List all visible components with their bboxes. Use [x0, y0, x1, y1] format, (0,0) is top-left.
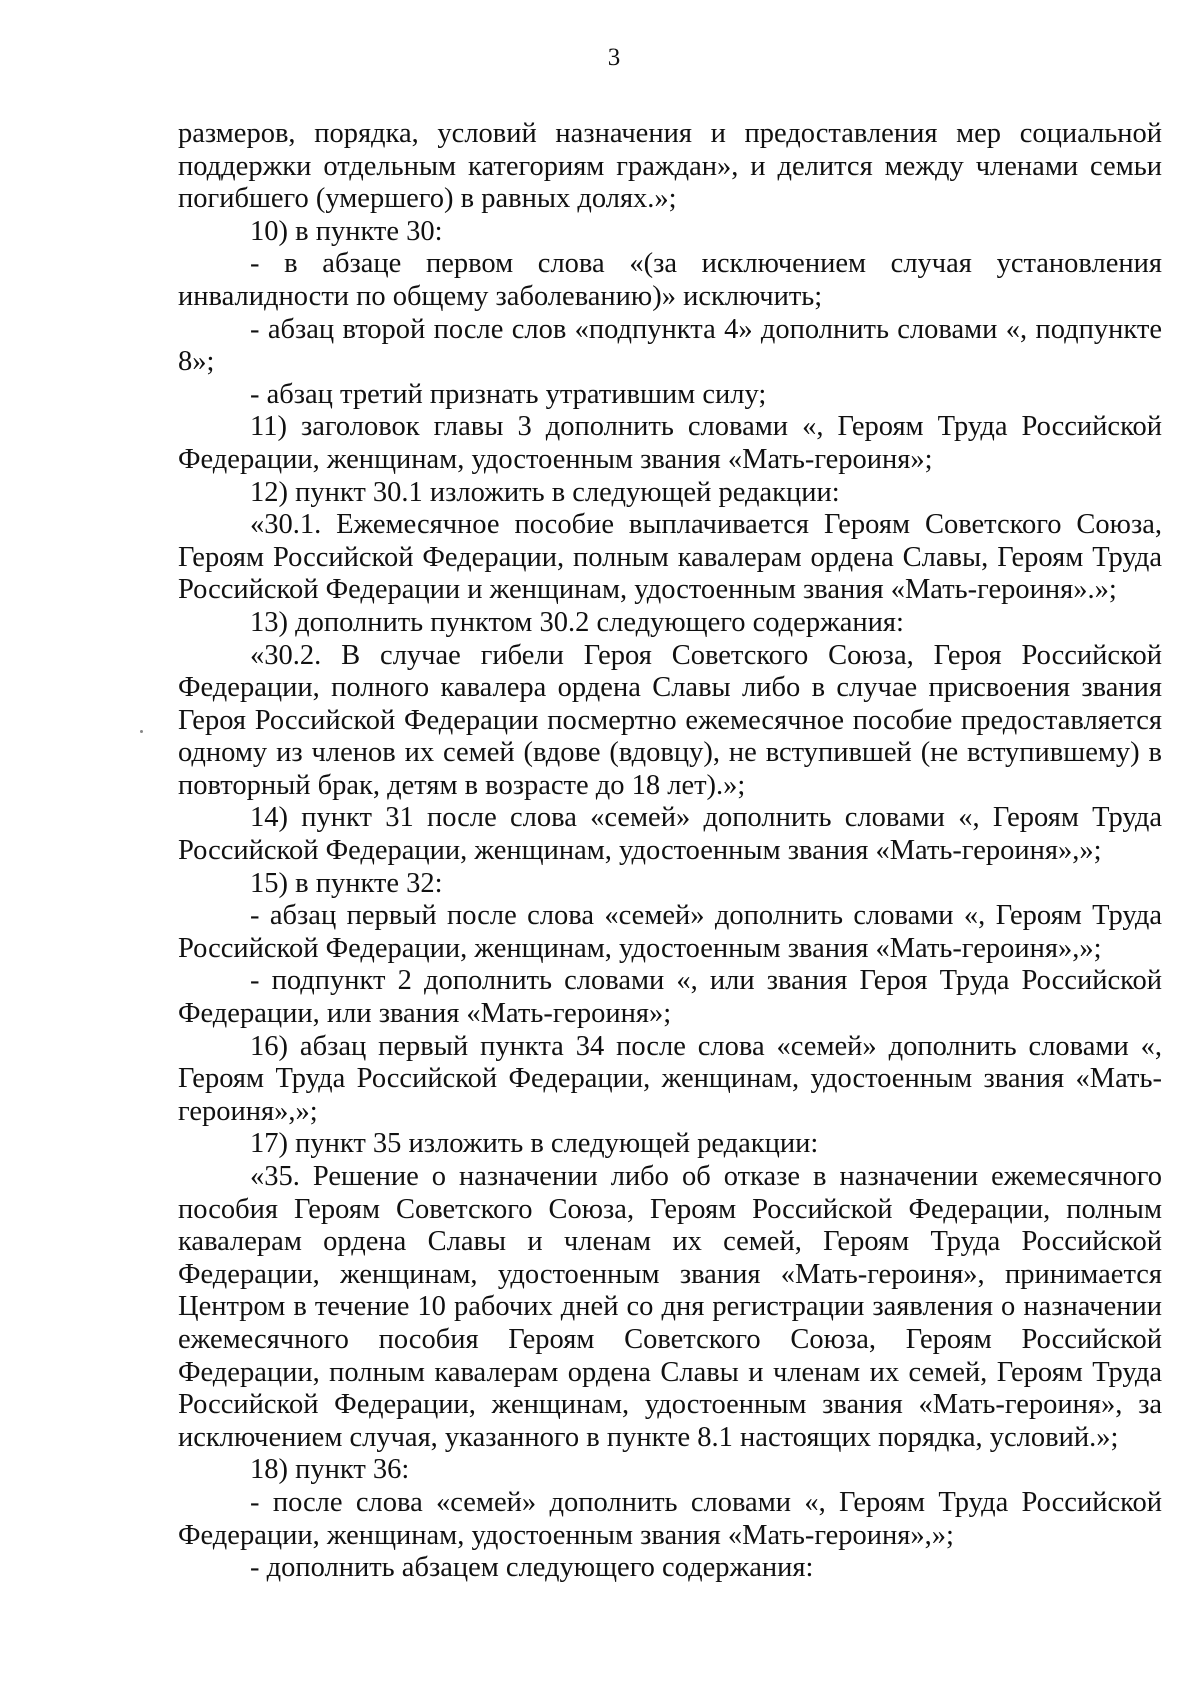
paragraph: - в абзаце первом слова «(за исключением случая установления инвалидности по общему заболеванию)» исключить;: [178, 248, 1162, 312]
paragraph: 10) в пункте 30:: [250, 215, 443, 247]
paragraph: - дополнить абзацем следующего содержания:: [250, 1552, 814, 1584]
paragraph: 15) в пункте 32:: [250, 867, 443, 899]
paragraph: 16) абзац первый пункта 34 после слова «семей» дополнить словами «, Героям Труда Российской Федерации, женщинам, удостоенным звания «Мать-героиня»,»;: [178, 1030, 1162, 1127]
paragraph: - абзац второй после слов «подпункта 4» дополнить словами «, подпункте 8»;: [178, 313, 1162, 378]
paragraph: 17) пункт 35 изложить в следующей редакции:: [250, 1128, 819, 1160]
paragraph: - абзац первый после слова «семей» дополнить словами «, Героям Труда Российской Федерации, женщинам, удостоенным звания «Мать-героиня»,»;: [178, 900, 1162, 964]
paragraph: «30.1. Ежемесячное пособие выплачивается Героям Советского Союза, Героям Российской Федерации, полным кавалерам ордена Славы, Героям Труда Российской Федерации и женщинам, удостоенным звания «Мать-героиня».»;: [178, 509, 1162, 606]
document-body: [178, 118, 1162, 1585]
paragraph: 11) заголовок главы 3 дополнить словами «, Героям Труда Российской Федерации, женщинам, удостоенным звания «Мать-героиня»;: [178, 411, 1162, 475]
paragraph: - после слова «семей» дополнить словами «, Героям Труда Российской Федерации, женщинам, удостоенным звания «Мать-героиня»,»;: [178, 1486, 1162, 1551]
paragraph: 12) пункт 30.1 изложить в следующей редакции:: [250, 476, 840, 508]
paragraph: - подпункт 2 дополнить словами «, или звания Героя Труда Российской Федерации, или звания «Мать-героиня»;: [178, 965, 1162, 1030]
paragraph: «35. Решение о назначении либо об отказе в назначении ежемесячного пособия Героям Советского Союза, Героям Российской Федерации, полным кавалерам ордена Славы и членам их семей, Героям Труда Российской Федерации, женщинам, удостоенным звания «Мать-героиня», принимается Центром в течение 10 рабочих дней со дня регистрации заявления о назначении ежемесячного пособия Героям Советского Союза, Героям Российской Федерации, полным кавалерам ордена Славы и членам их семей, Героям Труда Российской Федерации, женщинам, удостоенным звания «Мать-героиня», за исключением случая, указанного в пункте 8.1 настоящих порядка, условий.»;: [178, 1161, 1162, 1453]
page-number: 3: [607, 44, 621, 71]
paragraph: «30.2. В случае гибели Героя Советского Союза, Героя Российской Федерации, полного кавалера ордена Славы либо в случае присвоения звания Героя Российской Федерации посмертно ежемесячное пособие предоставляется одному из членов их семей (вдове (вдовцу), не вступившей (не вступившему) в повторный брак, детям в возрасте до 18 лет).»;: [178, 639, 1162, 801]
paragraph: 18) пункт 36:: [250, 1454, 410, 1486]
paragraph: 14) пункт 31 после слова «семей» дополнить словами «, Героям Труда Российской Федерации, женщинам, удостоенным звания «Мать-героиня»,»;: [178, 802, 1162, 867]
paragraph: - абзац третий признать утратившим силу;: [250, 378, 767, 410]
paragraph: 13) дополнить пунктом 30.2 следующего содержания:: [250, 606, 904, 638]
paragraph: размеров, порядка, условий назначения и предоставления мер социальной поддержки отдельным категориям граждан», и делится между членами семьи погибшего (умершего) в равных долях.»;: [178, 118, 1162, 215]
scan-artifact: [140, 730, 143, 733]
